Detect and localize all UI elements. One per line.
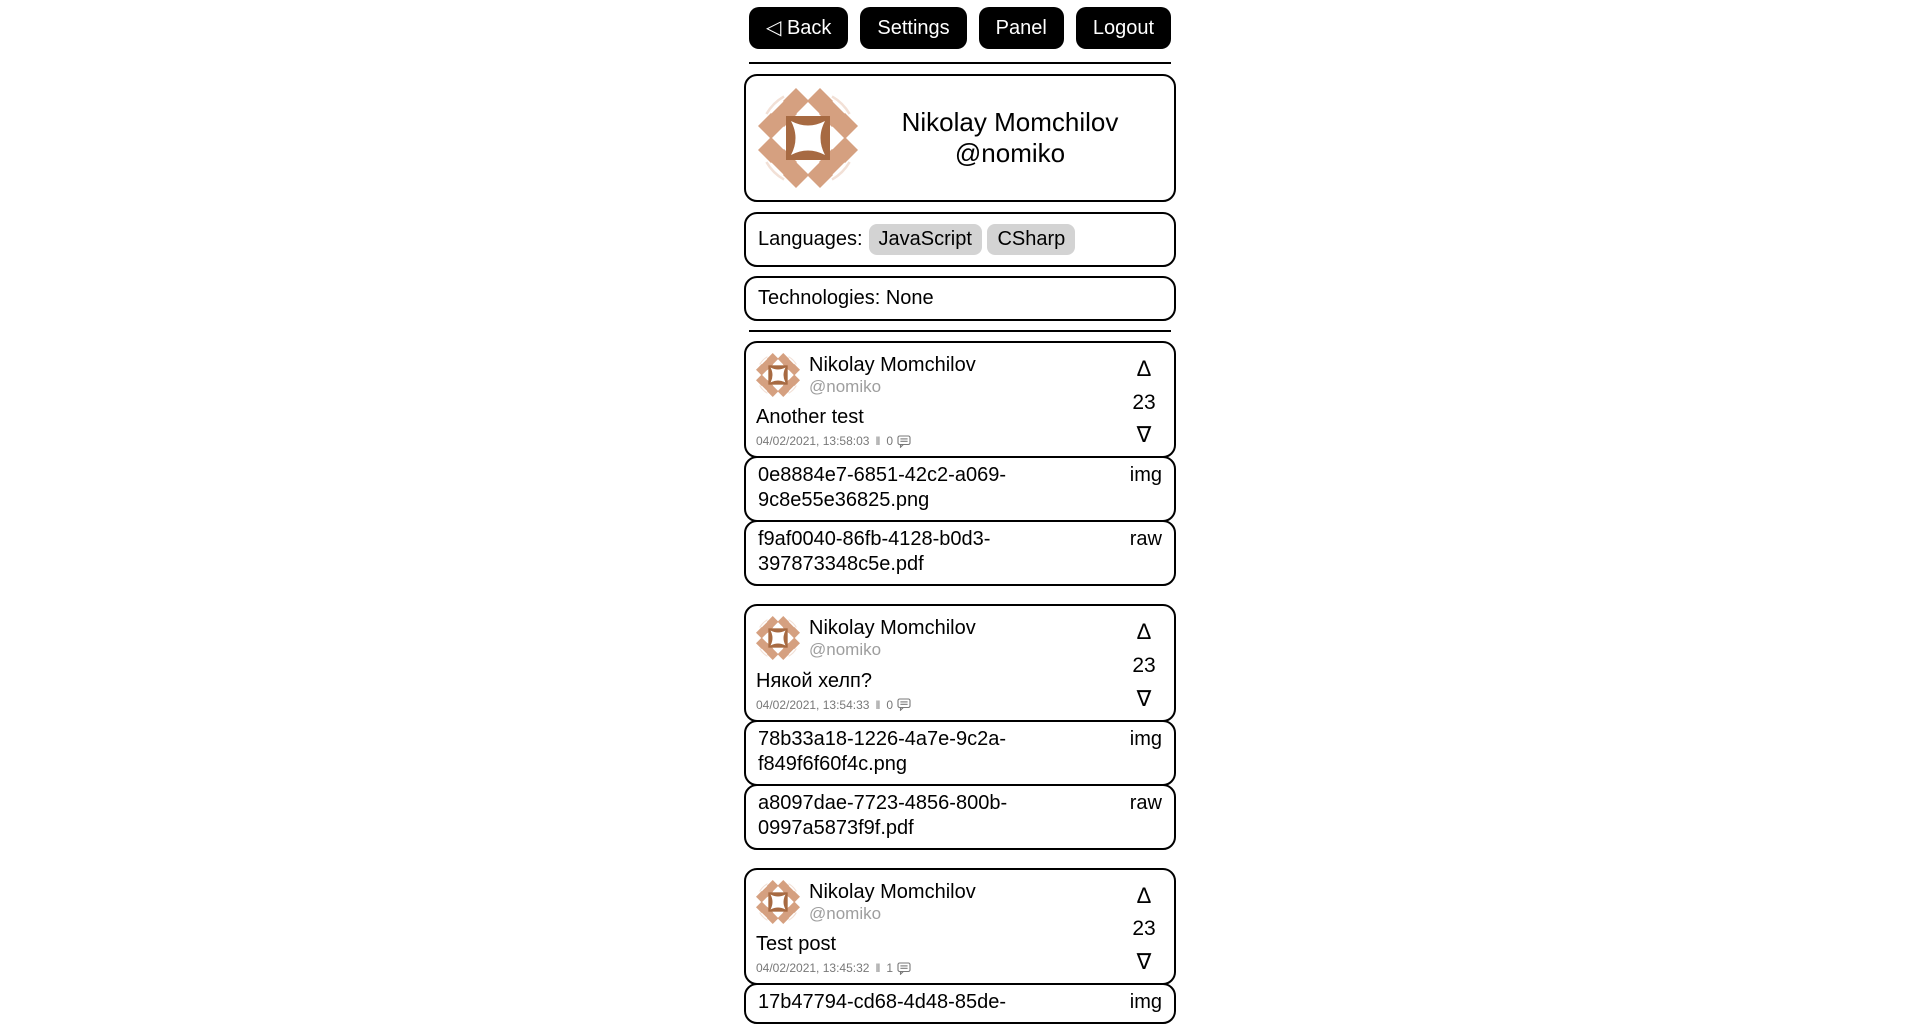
vote-column <box>1128 616 1164 711</box>
comment-bubble-icon <box>897 435 911 448</box>
top-toolbar <box>744 7 1176 49</box>
post-author-name[interactable]: Nikolay Momchilov <box>809 354 976 376</box>
attachment-filename: a8097dae-7723-4856-800b-0997a5873f9f.pdf <box>758 791 1008 839</box>
attachment-type-label: img <box>1129 991 1162 1014</box>
settings-button[interactable]: Settings <box>860 7 966 49</box>
attachment-filename: 0e8884e7-6851-42c2-a069-9c8e55e36825.png <box>758 464 1006 512</box>
divider-top <box>749 62 1171 64</box>
post-author-avatar identicon-avatar[interactable] <box>756 616 800 660</box>
comment-bubble-icon <box>897 962 911 975</box>
attachment-filename: 17b47794-cd68-4d48-85de- <box>758 991 1006 1014</box>
attachment-row[interactable] <box>744 983 1176 1024</box>
profile-handle: @nomiko <box>954 138 1066 168</box>
attachment-type-label: img <box>1129 727 1162 750</box>
post-comment-count: 1 <box>886 961 894 976</box>
post-content <box>756 353 1128 448</box>
post <box>744 604 1176 849</box>
post-author-avatar identicon-avatar[interactable] <box>756 880 800 924</box>
post-timestamp: 04/02/2021, 13:45:32 <box>756 961 870 976</box>
attachment-row[interactable] <box>744 456 1176 522</box>
language-badge: CSharp <box>987 224 1075 255</box>
languages-card <box>744 212 1176 267</box>
attachment-filename: f9af0040-86fb-4128-b0d3-397873348c5e.pdf <box>758 528 991 576</box>
post-card <box>744 341 1176 458</box>
post-author-name[interactable]: Nikolay Momchilov <box>809 617 976 640</box>
vote-count: 23 <box>1132 654 1156 678</box>
posts-list <box>744 341 1176 1024</box>
profile-page <box>744 0 1176 1024</box>
post-author-handle[interactable]: @nomiko <box>809 903 882 923</box>
upvote-button[interactable]: Δ <box>1136 882 1152 908</box>
post-card <box>744 604 1176 721</box>
attachment-row[interactable] <box>744 520 1176 586</box>
meta-separator: ‖ <box>875 961 881 976</box>
post <box>744 868 1176 1024</box>
technologies-card <box>744 276 1176 321</box>
post-meta <box>756 961 1128 975</box>
languages-label: Languages: <box>758 228 863 250</box>
post-content <box>756 880 1128 975</box>
upvote-button[interactable]: Δ <box>1136 619 1152 645</box>
languages-badge-list <box>869 224 1076 255</box>
post-meta <box>756 698 1128 712</box>
back-button[interactable]: ◁ Back <box>749 7 848 49</box>
post-card <box>744 868 1176 985</box>
vote-column <box>1128 353 1164 448</box>
vote-count: 23 <box>1132 390 1156 414</box>
post-author-block <box>809 616 976 660</box>
attachment-row[interactable] <box>744 720 1176 786</box>
downvote-button[interactable]: ∇ <box>1136 422 1152 448</box>
profile-card <box>744 74 1176 202</box>
downvote-button[interactable]: ∇ <box>1136 685 1152 711</box>
attachment-type-label: img <box>1129 464 1162 487</box>
downvote-button[interactable]: ∇ <box>1136 949 1152 975</box>
comment-bubble-icon <box>897 698 911 711</box>
attachment-row[interactable] <box>744 784 1176 850</box>
attachments-list <box>744 720 1176 850</box>
post-author-block <box>809 353 976 397</box>
post-comment-count: 0 <box>886 434 894 449</box>
attachments-list <box>744 983 1176 1024</box>
attachment-type-label: raw <box>1129 528 1162 551</box>
post-title[interactable]: Another test <box>756 406 864 429</box>
post-author-name[interactable]: Nikolay Momchilov <box>809 880 976 903</box>
logout-button[interactable]: Logout <box>1076 7 1171 49</box>
vote-count: 23 <box>1132 917 1156 941</box>
language-badge: JavaScript <box>869 224 982 255</box>
attachment-filename: 78b33a18-1226-4a7e-9c2a-f849f6f60f4c.png <box>758 727 1006 775</box>
post-timestamp: 04/02/2021, 13:54:33 <box>756 697 870 712</box>
technologies-label: Technologies: None <box>758 287 934 309</box>
post-author-avatar identicon-avatar[interactable] <box>756 353 800 397</box>
post-content <box>756 616 1128 711</box>
attachments-list <box>744 456 1176 586</box>
post-author-handle[interactable]: @nomiko <box>809 640 882 660</box>
profile-avatar identicon-avatar <box>758 88 858 188</box>
divider-posts <box>749 330 1171 332</box>
attachment-type-label: raw <box>1129 791 1162 814</box>
vote-column <box>1128 880 1164 975</box>
panel-button[interactable]: Panel <box>979 7 1064 49</box>
post-title[interactable]: Test post <box>756 933 837 956</box>
meta-separator: ‖ <box>875 434 881 449</box>
post-author-handle[interactable]: @nomiko <box>809 377 882 396</box>
profile-names <box>858 107 1162 168</box>
profile-display-name: Nikolay Momchilov <box>901 107 1119 138</box>
post <box>744 341 1176 586</box>
post-comment-count: 0 <box>886 697 894 712</box>
post-author-block <box>809 880 976 924</box>
upvote-button[interactable]: Δ <box>1136 356 1152 381</box>
meta-separator: ‖ <box>875 697 881 712</box>
post-timestamp: 04/02/2021, 13:58:03 <box>756 434 870 449</box>
post-meta <box>756 434 1128 448</box>
post-title[interactable]: Някой хелп? <box>756 669 872 692</box>
